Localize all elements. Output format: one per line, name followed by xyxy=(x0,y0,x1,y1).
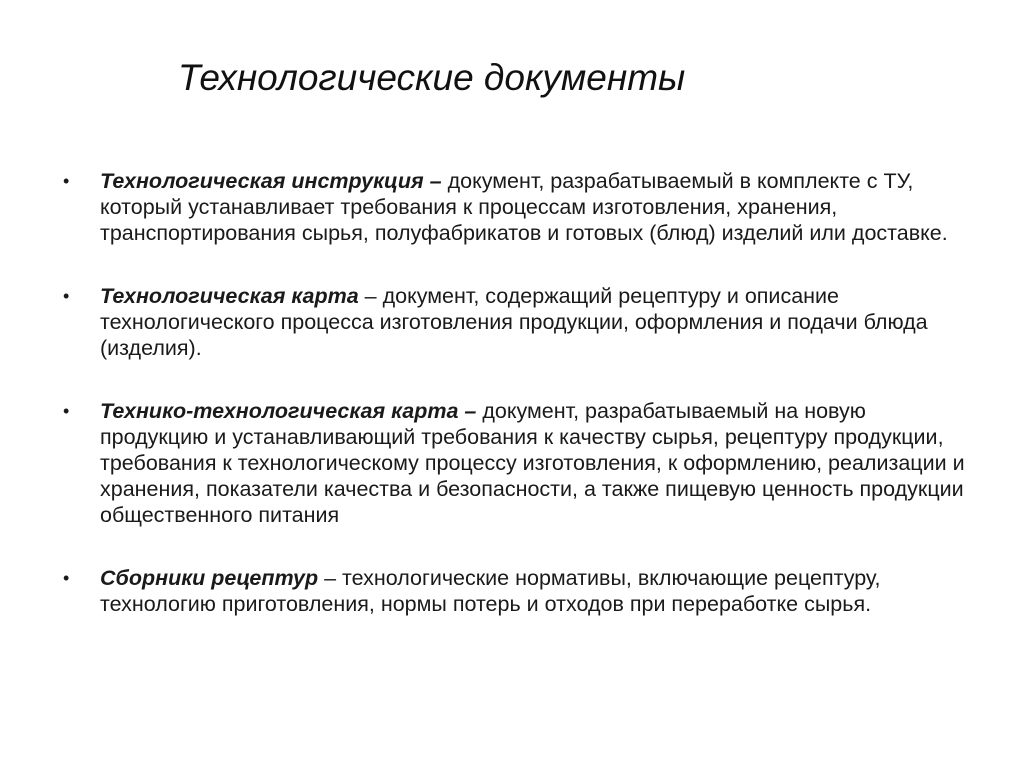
bullet-item-tech-tech-card xyxy=(63,398,980,528)
bullet-item-recipe-collections xyxy=(63,565,980,617)
bullet-item-tech-instruction xyxy=(63,168,980,246)
bullet-term: Сборники рецептур xyxy=(100,566,319,590)
slide-title: Технологические документы xyxy=(178,57,686,98)
bullet-term: Технологическая инструкция – xyxy=(100,169,442,193)
bullet-text: – технологические нормативы, включающие рецептуру, технологию приготовления, нормы потерь и отходов при переработке сырья. xyxy=(100,566,881,616)
bullet-term: Технико-технологическая карта – xyxy=(100,399,477,423)
bullet-dot-icon: • xyxy=(63,401,70,421)
bullet-dot-icon: • xyxy=(63,568,70,588)
bullet-dot-icon: • xyxy=(63,171,70,191)
bullet-text: документ, разрабатываемый на новую продукцию и устанавливающий требования к качеству сырья, рецептуру продукции, требования к технологическому процессу изготовления, к оформлению, реализации и хранения, показатели качества и безопасности, а также пищевую ценность продукции общественного питания xyxy=(100,399,965,527)
bullet-text: – документ, содержащий рецептуру и описание технологического процесса изготовления продукции, оформления и подачи блюда (изделия). xyxy=(100,284,928,360)
bullet-text: документ, разрабатываемый в комплекте с ТУ, который устанавливает требования к процессам изготовления, хранения, транспортирования сырья, полуфабрикатов и готовых (блюд) изделий или доставке. xyxy=(100,169,948,245)
bullet-list xyxy=(63,168,980,654)
bullet-term: Технологическая карта xyxy=(100,284,359,308)
bullet-dot-icon: • xyxy=(63,286,70,306)
bullet-item-tech-card xyxy=(63,283,980,361)
